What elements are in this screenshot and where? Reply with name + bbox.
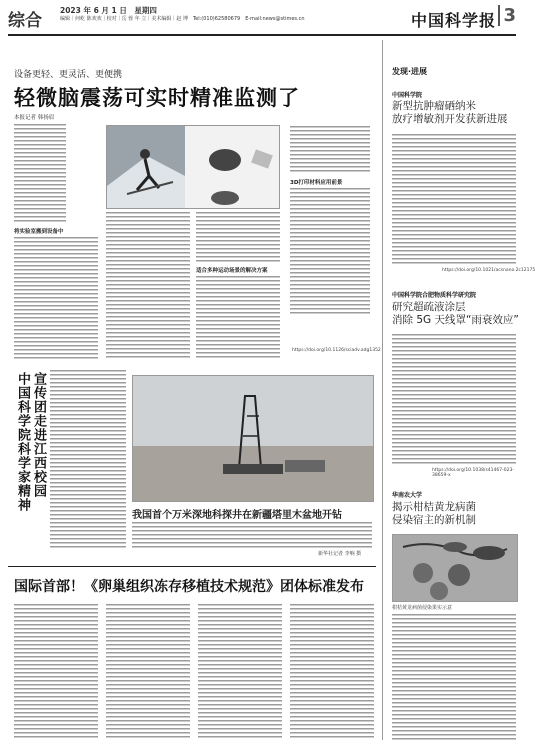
side-item3-title-line2: 侵染宿主的新机制 [392, 514, 476, 526]
bottom-col2 [106, 604, 190, 740]
bottom-rule [8, 566, 376, 567]
lead-body-b [106, 212, 190, 360]
lead-subhead-1: 将实验室搬到设备中 [14, 229, 64, 235]
side-item1-title [392, 100, 508, 126]
side-item3-body [392, 614, 516, 740]
side-item1-body [392, 134, 516, 264]
drilling-caption: 我国首个万米深地科探井在新疆塔里木盆地开钻 [132, 510, 342, 521]
lead-body-col2 [290, 126, 370, 174]
side-item1-source: 中国科学院 [392, 92, 423, 99]
page-number: 3 [498, 5, 516, 26]
side-item2-title [392, 301, 519, 327]
section-title: 综合 [8, 11, 42, 31]
vertical-headline: 宣传团走进江西校园 中国科学院科学家精神 [15, 372, 46, 512]
lead-subhead-2: 适合多种运动场景的解决方案 [196, 268, 268, 274]
lead-body-c [196, 212, 280, 262]
side-divider [382, 40, 383, 740]
lead-url: https://doi.org/10.1126/sciadv.adg1352 [292, 348, 381, 353]
editors-line: 编辑｜何屹 陈欢欢｜校对｜岳 蓉 年 立｜美术编辑｜赵 博 Tel:(010)62580679 E-mail:news@stimes.cn [60, 16, 305, 22]
drilling-rig-photo [132, 375, 374, 502]
lead-body-d [196, 276, 280, 360]
bottom-headline: 国际首部！《卵巢组织冻存移植技术规范》团体标准发布 [14, 579, 364, 595]
side-label: 发现·进展 [392, 67, 428, 76]
bottom-col1 [14, 604, 98, 740]
concussion-illustration [106, 125, 280, 209]
lead-kicker: 设备更轻、更灵活、更便携 [14, 70, 123, 80]
drilling-credit: 新华社记者 李响 摄 [318, 551, 362, 557]
date-line: 2023 年 6 月 1 日 星期四 [60, 6, 157, 15]
side-item1-url: https://doi.org/10.1021/acsnano.2c12175 [442, 268, 535, 273]
side-item3-source: 华南农大学 [392, 492, 423, 499]
vertical-article-body [50, 370, 126, 548]
lead-subhead-3: 3D打印材料应用前景 [290, 180, 343, 186]
side-item3-title [392, 501, 476, 527]
citrus-photo-caption: 柑桔黄龙病菌侵染果实示意 [392, 605, 453, 611]
side-item2-url: https://doi.org/10.1038/s41467-023-38659-x [432, 468, 514, 478]
masthead-logo: 中国科学报 [410, 11, 496, 30]
side-item3-title-line1: 揭示柑桔黄龙病菌 [392, 501, 476, 513]
lead-body-col2b [290, 188, 370, 316]
side-item2-source: 中国科学院合肥物质科学研究院 [392, 292, 477, 299]
drilling-body [132, 522, 372, 548]
lead-headline: 轻微脑震荡可实时精准监测了 [14, 86, 300, 110]
lead-byline: 本报记者 韩扬眉 [14, 115, 55, 121]
side-item2-title-line1: 研究超疏液涂层 [392, 301, 466, 313]
side-item1-title-line1: 新型抗肿瘤硒纳米 [392, 100, 476, 112]
bottom-col4 [290, 604, 374, 740]
lead-body-col1 [14, 124, 66, 224]
header-rule [8, 34, 516, 36]
side-item2-title-line2: 消除 5G 天线罩“雨衰效应” [392, 314, 519, 326]
bottom-col3 [198, 604, 282, 740]
citrus-photo [392, 534, 518, 602]
header-info [60, 6, 305, 24]
lead-body-a [14, 237, 98, 359]
side-item2-body [392, 334, 516, 464]
side-item1-title-line2: 放疗增敏剂开发获新进展 [392, 113, 508, 125]
